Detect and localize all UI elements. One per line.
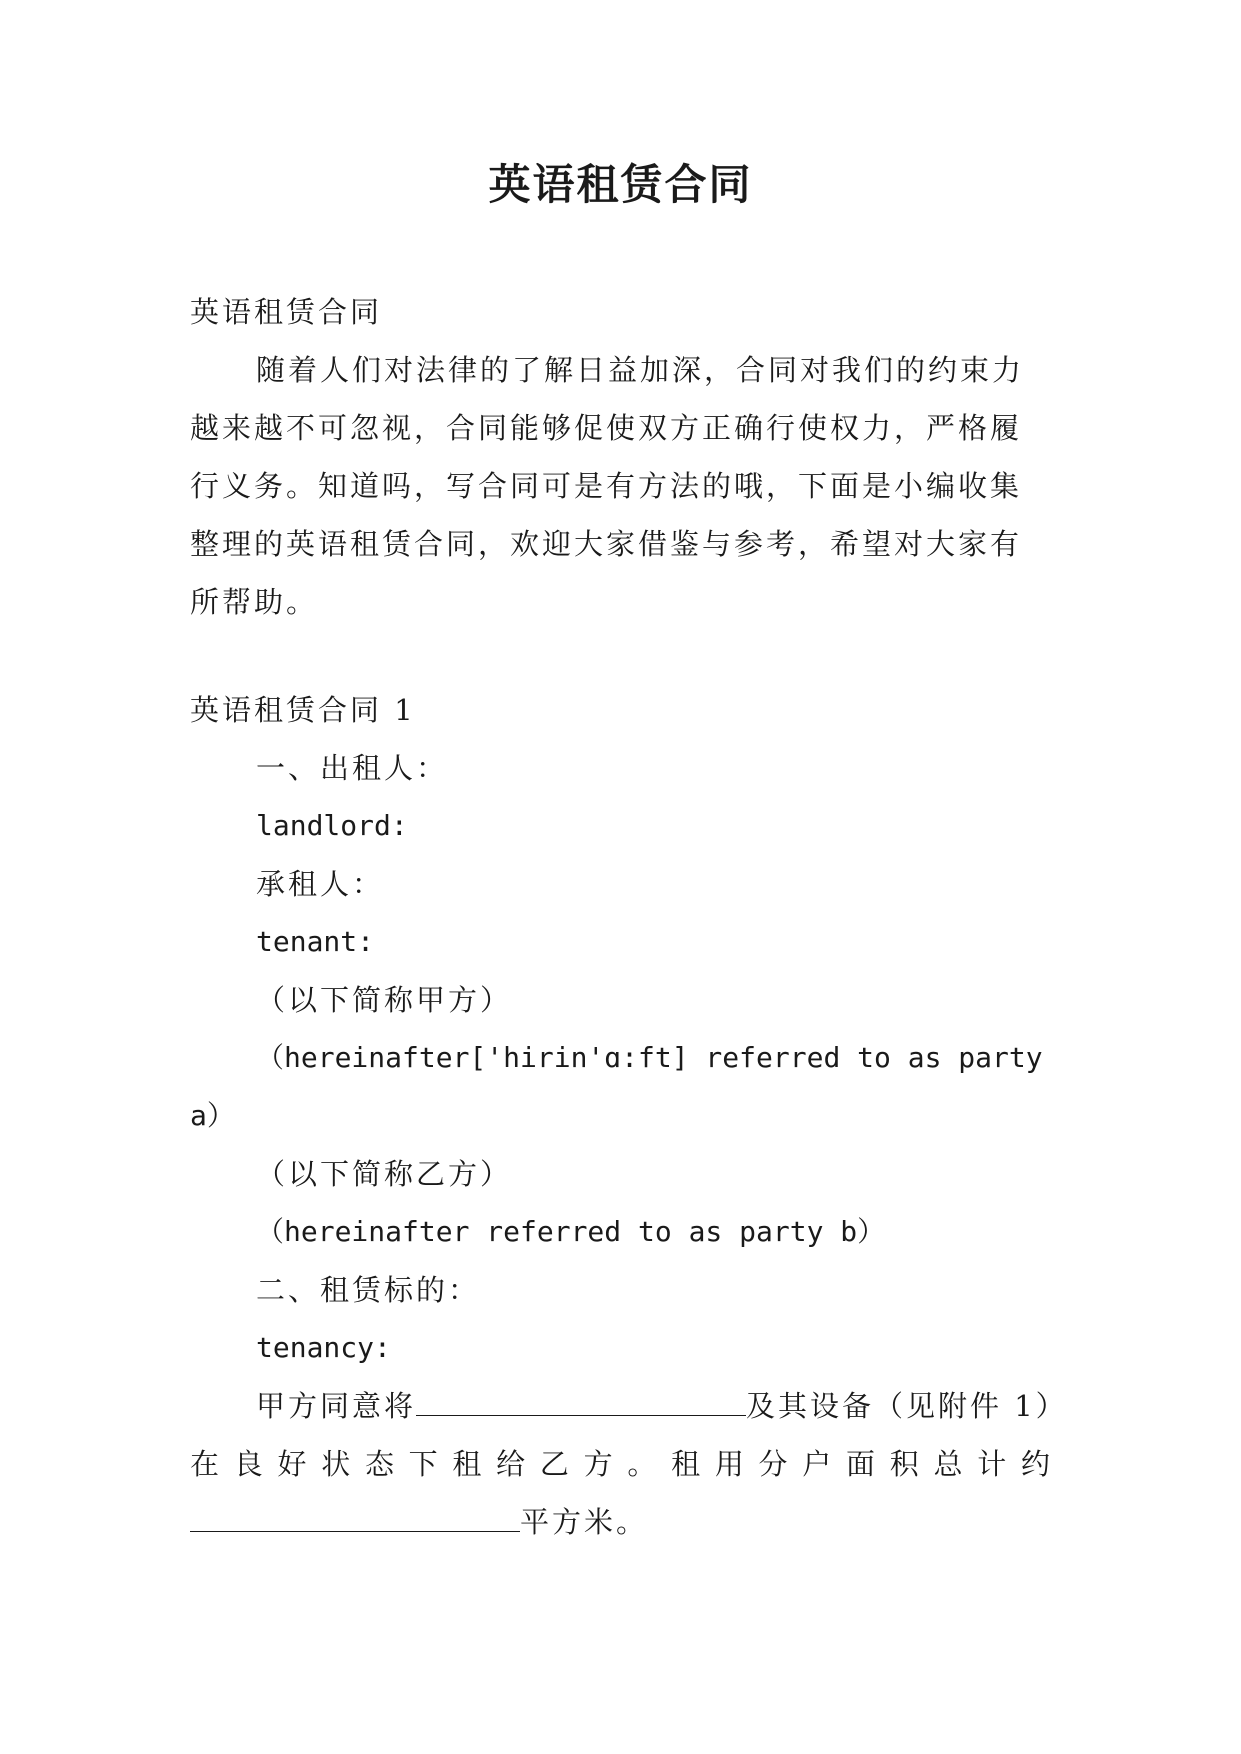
party-a-cn: （以下简称甲方） [256, 983, 513, 1017]
document-body [190, 283, 1068, 1551]
clause-2-line-3 [190, 1493, 1050, 1551]
clause-2-line-2 [190, 1435, 1050, 1493]
justified-char: 方 [583, 1447, 613, 1481]
landlord-label: landlord: [256, 809, 408, 842]
justified-char: 乙 [539, 1447, 569, 1481]
intro-heading: 英语租赁合同 [190, 295, 383, 329]
justified-char: 分 [758, 1447, 788, 1481]
justified-char: 租 [452, 1447, 482, 1481]
justified-char: 给 [496, 1447, 526, 1481]
justified-char: 状 [321, 1447, 351, 1481]
justified-char: 态 [364, 1447, 394, 1481]
premises-blank[interactable] [416, 1379, 746, 1416]
tenancy-label: tenancy: [256, 1331, 391, 1364]
intro-paragraph-line: 整理的英语租赁合同，欢迎大家借鉴与参考，希望对大家有 [190, 527, 1023, 561]
justified-char: 约 [1020, 1447, 1050, 1481]
tenant-label: tenant: [256, 925, 375, 958]
clause-title: 二、租赁标的： [256, 1273, 481, 1307]
clause-2-text: 甲方同意将 [256, 1389, 417, 1423]
justified-char: 租 [671, 1447, 701, 1481]
justified-char: 总 [933, 1447, 963, 1481]
clause-2-line-1 [190, 1377, 1068, 1435]
party-b-cn: （以下简称乙方） [256, 1157, 513, 1191]
justified-char: 。 [627, 1447, 657, 1481]
justified-char: 计 [977, 1447, 1007, 1481]
justified-char: 在 [190, 1447, 220, 1481]
justified-char: 面 [846, 1447, 876, 1481]
justified-char: 户 [802, 1447, 832, 1481]
party-b-en: （hereinafter referred to as party b） [256, 1215, 886, 1248]
document-title: 英语租赁合同 [488, 160, 753, 209]
justified-char: 良 [233, 1447, 263, 1481]
justified-char: 积 [889, 1447, 919, 1481]
clause-title: 一、出租人： [256, 751, 449, 785]
party-a-en-cont: a） [190, 1099, 235, 1132]
justified-char: 用 [714, 1447, 744, 1481]
area-blank[interactable] [190, 1495, 520, 1532]
clause-2-text: 及其设备（见附件 1） [746, 1389, 1068, 1423]
intro-paragraph-line: 行义务。知道吗，写合同可是有方法的哦，下面是小编收集 [190, 469, 1023, 503]
section-heading: 英语租赁合同 1 [190, 693, 416, 727]
clause-2-text: 平方米。 [520, 1505, 649, 1539]
justified-char: 好 [277, 1447, 307, 1481]
intro-paragraph-line: 越来越不可忽视，合同能够促使双方正确行使权力，严格履 [190, 411, 1023, 445]
intro-paragraph-line: 所帮助。 [190, 585, 319, 619]
party-a-en: （hereinafter['hirin'ɑ:ft] referred to as party [256, 1041, 1043, 1074]
justified-char: 下 [408, 1447, 438, 1481]
tenant-cn-label: 承租人： [256, 867, 385, 901]
section-spacer [190, 631, 1050, 681]
intro-paragraph-line: 随着人们对法律的了解日益加深，合同对我们的约束力 [256, 353, 1025, 387]
